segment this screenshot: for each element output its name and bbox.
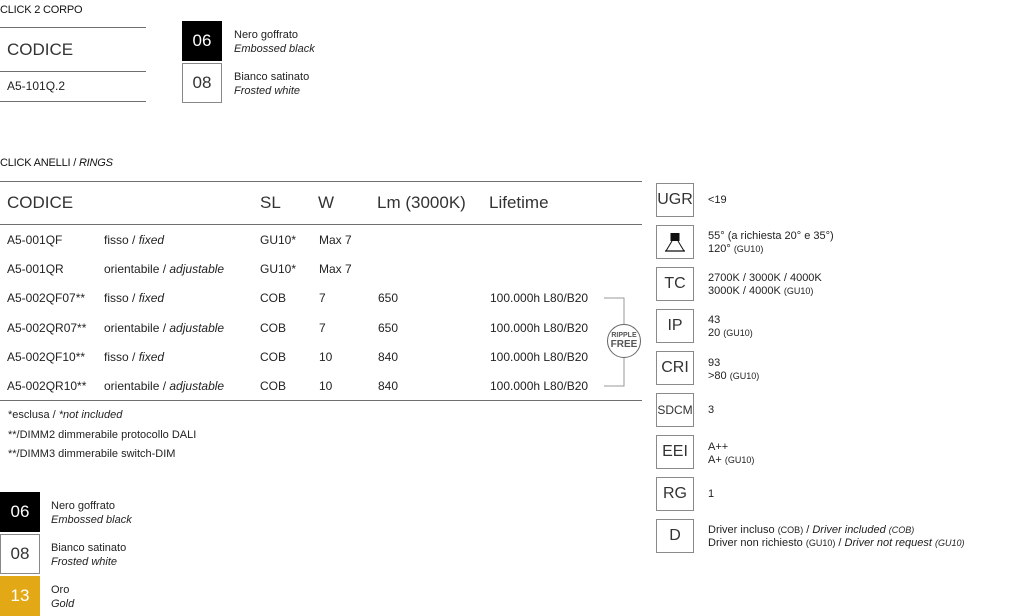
swatch-gold (0, 576, 40, 616)
cell-sl: GU10* (260, 262, 297, 276)
spec-small: (GU10) (724, 455, 755, 465)
swatch-label (51, 499, 132, 527)
cell-sl: COB (260, 291, 287, 305)
spec-tc-box: TC (656, 267, 694, 301)
spec-text: Driver incluso (708, 524, 778, 536)
spec-small: (GU10) (733, 244, 764, 254)
spec-small-en: (GU10) (935, 538, 965, 548)
swatch-name-en: Frosted white (234, 85, 301, 97)
spec-text-en: Driver not request (844, 537, 935, 549)
spec-small: (GU10) (783, 286, 814, 296)
cell-desc (104, 262, 224, 276)
spec-ugr-value: <19 (708, 194, 727, 206)
cell-lm: 840 (378, 379, 399, 393)
spec-tc-value (708, 272, 822, 298)
cell-sl: COB (260, 350, 287, 364)
swatch-name-it: Nero goffrato (234, 29, 299, 41)
footnote-en: *not included (58, 409, 123, 421)
spec-sdcm-value: 3 (708, 404, 715, 416)
cell-desc-en: fixed (138, 291, 165, 305)
divider (0, 71, 146, 72)
table-header-line (0, 224, 642, 225)
spec-d-box: D (656, 519, 694, 553)
swatch-number: 06 (192, 31, 212, 50)
cell-desc (104, 379, 224, 393)
spec-sdcm-box: SDCM (656, 393, 694, 427)
col-header-lifetime: Lifetime (489, 193, 549, 212)
cell-lifetime: 100.000h L80/B20 (490, 291, 589, 305)
cell-code: A5-001QR (7, 262, 64, 276)
spec-tc-line1: 2700K / 3000K / 4000K (708, 272, 822, 284)
cell-desc-en: fixed (138, 233, 165, 247)
spec-ip-line2 (708, 327, 753, 340)
beam-angle-icon (656, 225, 694, 259)
cell-desc (104, 321, 224, 335)
spec-text: Driver non richiesto (708, 537, 806, 549)
spec-small: (GU10) (805, 538, 836, 548)
spec-beam-value (708, 230, 834, 256)
table-bottom-line (0, 400, 642, 401)
table-top-line (0, 181, 642, 182)
rings-title-en: RINGS (78, 157, 113, 169)
cell-w: 10 (319, 350, 333, 364)
swatch-name-it: Bianco satinato (234, 71, 310, 83)
cell-lifetime: 100.000h L80/B20 (490, 321, 589, 335)
corpo-code-header: CODICE (7, 40, 74, 59)
cell-desc (104, 350, 164, 364)
ripple-text: RIPPLE (611, 332, 637, 339)
swatch-number: 08 (192, 73, 212, 92)
cell-w: Max 7 (319, 233, 352, 247)
ripple-free-badge (607, 324, 641, 358)
spec-ugr-box: UGR (656, 183, 694, 217)
cell-w: Max 7 (319, 262, 352, 276)
swatch-label (234, 70, 309, 98)
cell-desc-en: adjustable (169, 321, 225, 335)
swatch-white (0, 534, 40, 574)
cell-code: A5-002QR07** (7, 321, 87, 335)
spec-main: 3000K / 4000K (708, 285, 784, 297)
spec-d-line1 (708, 524, 965, 537)
cell-desc (104, 233, 164, 247)
spec-main: 120° (708, 243, 734, 255)
cell-code: A5-002QF07** (7, 291, 86, 305)
spec-text-en: Driver included (812, 524, 889, 536)
cell-desc-it: fisso / (104, 350, 139, 364)
spec-eei-box: EEI (656, 435, 694, 469)
swatch-name-en: Gold (51, 598, 75, 610)
cell-w: 7 (319, 321, 326, 335)
spec-d-value (708, 524, 965, 550)
beam-angle-icon (662, 229, 688, 255)
cell-desc-it: fisso / (104, 233, 139, 247)
cell-sl: GU10* (260, 233, 297, 247)
corpo-code-value: A5-101Q.2 (7, 79, 66, 93)
cell-lifetime: 100.000h L80/B20 (490, 379, 589, 393)
cell-desc-en: adjustable (169, 379, 225, 393)
swatch-black (0, 492, 40, 532)
spec-text: / (835, 537, 845, 549)
spec-small: (COB) (777, 525, 804, 535)
col-header-codice: CODICE (7, 193, 74, 212)
spec-cri-line1: 93 (708, 357, 721, 369)
cell-code: A5-002QR10** (7, 379, 87, 393)
cell-w: 7 (319, 291, 326, 305)
corpo-title: CLICK 2 CORPO (0, 4, 83, 16)
spec-eei-line1: A++ (708, 441, 729, 453)
cell-desc-it: orientabile / (104, 379, 170, 393)
spec-rg-value: 1 (708, 488, 715, 500)
footnote-dimm3: **/DIMM3 dimmerabile switch-DIM (8, 448, 176, 460)
cell-sl: COB (260, 379, 287, 393)
swatch-name-it: Oro (51, 584, 70, 596)
spec-ip-line1: 43 (708, 314, 721, 326)
spec-eei-value (708, 441, 754, 467)
cell-code: A5-002QF10** (7, 350, 86, 364)
spec-eei-line2 (708, 454, 754, 467)
cell-desc-en: adjustable (169, 262, 225, 276)
spec-rg-box: RG (656, 477, 694, 511)
free-text: FREE (610, 339, 638, 350)
col-header-w: W (318, 193, 335, 212)
spec-d-line2 (708, 537, 965, 550)
cell-desc-it: orientabile / (104, 321, 170, 335)
spec-tc-line2 (708, 285, 822, 298)
swatch-label (51, 583, 74, 611)
spec-main: >80 (708, 370, 730, 382)
cell-desc-it: orientabile / (104, 262, 170, 276)
cell-desc (104, 291, 164, 305)
rings-title-it: CLICK ANELLI / (0, 157, 79, 169)
divider (0, 101, 146, 102)
swatch-black (182, 21, 222, 61)
spec-cri-box: CRI (656, 351, 694, 385)
cell-lm: 840 (378, 350, 399, 364)
spec-beam-line2 (708, 243, 834, 256)
cell-sl: COB (260, 321, 287, 335)
spec-ip-value (708, 314, 753, 340)
swatch-number: 13 (10, 586, 30, 605)
swatch-name-en: Embossed black (51, 514, 132, 526)
spec-beam-line1: 55° (a richiesta 20° e 35°) (708, 230, 834, 242)
spec-main: 20 (708, 327, 724, 339)
swatch-name-it: Nero goffrato (51, 500, 116, 512)
col-header-lm: Lm (3000K) (377, 193, 466, 212)
cell-w: 10 (319, 379, 333, 393)
spec-small: (GU10) (729, 371, 760, 381)
cell-lifetime: 100.000h L80/B20 (490, 350, 589, 364)
cell-code: A5-001QF (7, 233, 63, 247)
spec-main: A+ (708, 454, 725, 466)
swatch-name-en: Embossed black (234, 43, 315, 55)
footnote-dimm2: **/DIMM2 dimmerabile protocollo DALI (8, 429, 197, 441)
swatch-label (234, 28, 315, 56)
col-header-sl: SL (260, 193, 281, 212)
swatch-name-en: Frosted white (51, 556, 118, 568)
cell-lm: 650 (378, 321, 399, 335)
spec-cri-value (708, 357, 759, 383)
swatch-white (182, 63, 222, 103)
spec-ip-box: IP (656, 309, 694, 343)
spec-cri-line2 (708, 370, 759, 383)
swatch-label (51, 541, 126, 569)
rings-title (0, 157, 113, 169)
cell-desc-it: fisso / (104, 291, 139, 305)
swatch-number: 08 (10, 544, 30, 563)
footnote-it: *esclusa / (8, 409, 59, 421)
spec-small: (GU10) (723, 328, 753, 338)
footnote-excluded (8, 409, 122, 421)
divider (0, 27, 146, 28)
spec-text: / (803, 524, 813, 536)
cell-lm: 650 (378, 291, 399, 305)
swatch-name-it: Bianco satinato (51, 542, 127, 554)
swatch-number: 06 (10, 502, 30, 521)
cell-desc-en: fixed (138, 350, 165, 364)
spec-small-en: (COB) (888, 525, 915, 535)
